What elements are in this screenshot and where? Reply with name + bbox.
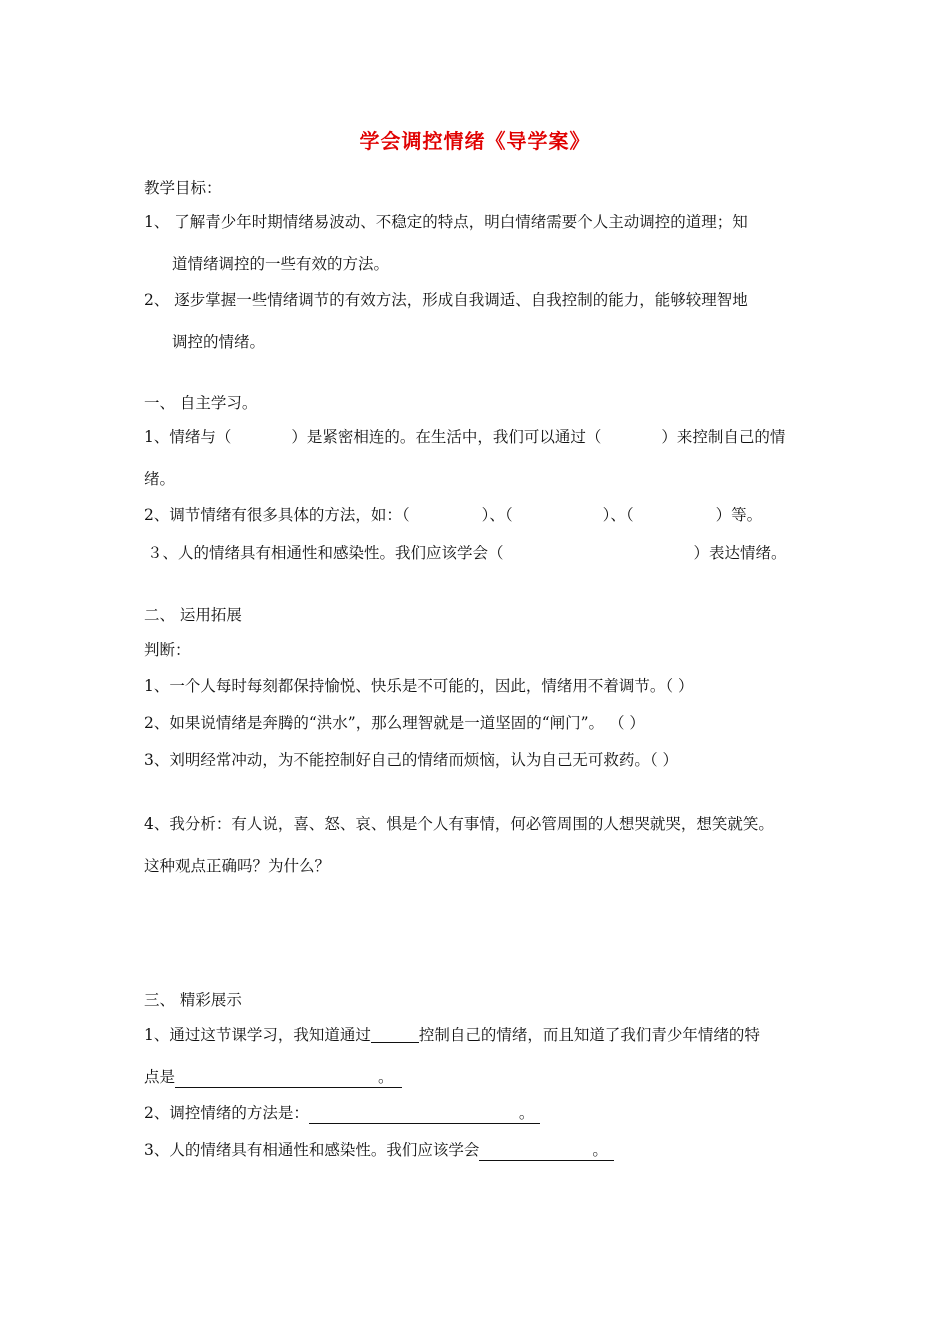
showcase-item-1-cont (144, 1067, 402, 1088)
objectives-heading: 教学目标： (144, 179, 222, 197)
s1-blank-1[interactable] (371, 1026, 419, 1043)
judge-heading: 判断： (144, 641, 191, 659)
s1-text-a: 1、通过这节课学习，我知道通过 (144, 1026, 371, 1044)
analysis-question-line-2: 这种观点正确吗？为什么？ (144, 857, 331, 875)
q2-text-a: 2、调节情绪有很多具体的方法，如：（ (144, 506, 410, 524)
self-study-question-1 (144, 427, 785, 447)
s2-blank[interactable]: 。 (309, 1103, 541, 1124)
showcase-item-1 (144, 1025, 760, 1045)
s1-blank-2[interactable]: 。 (175, 1067, 402, 1088)
judge-item-1: 1、一个人每时每刻都保持愉悦、快乐是不可能的，因此，情绪用不着调节。（ ） (144, 677, 694, 695)
section-3-heading: 三、 精彩展示 (144, 991, 242, 1009)
q1-text-b: ）是紧密相连的。在生活中，我们可以通过（ (291, 428, 602, 446)
s1-text-c: 点是 (144, 1068, 176, 1086)
analysis-question-line-1: 4、我分析：有人说，喜、怒、哀、惧是个人有事情，何必管周围的人想哭就哭，想笑就笑。 (144, 815, 774, 833)
showcase-item-2 (144, 1103, 540, 1124)
objective-1-line-2: 道情绪调控的一些有效的方法。 (172, 255, 390, 273)
objective-2-line-2: 调控的情绪。 (172, 333, 266, 351)
objective-1-line-1: 1、 了解青少年时期情绪易波动、不稳定的特点，明白情绪需要个人主动调控的道理；知 (144, 213, 748, 231)
self-study-question-1-cont: 绪。 (144, 470, 176, 488)
judge-item-3: 3、刘明经常冲动，为不能控制好自己的情绪而烦恼，认为自己无可救药。（ ） (144, 751, 679, 769)
q3-text-b: ）表达情绪。 (693, 544, 787, 562)
q3-text-a: ３、人的情绪具有相通性和感染性。我们应该学会（ (147, 544, 504, 562)
self-study-question-2 (144, 505, 762, 525)
s3-text-a: 3、人的情绪具有相通性和感染性。我们应该学会 (144, 1141, 480, 1159)
showcase-item-3 (144, 1140, 614, 1161)
q1-text-c: ）来控制自己的情 (661, 428, 786, 446)
document-title: 学会调控情绪《导学案》 (359, 129, 591, 153)
s1-text-b: 控制自己的情绪，而且知道了我们青少年情绪的特 (418, 1026, 760, 1044)
objective-2-line-1: 2、 逐步掌握一些情绪调节的有效方法，形成自我调适、自我控制的能力，能够较理智地 (144, 291, 748, 309)
s2-text-a: 2、调控情绪的方法是： (144, 1104, 309, 1122)
q2-text-c: ）、（ (602, 506, 634, 524)
q2-text-d: ）等。 (715, 506, 763, 524)
judge-item-2: 2、如果说情绪是奔腾的“洪水”，那么理智就是一道坚固的“闸门”。 （ ） (144, 714, 645, 732)
section-2-heading: 二、 运用拓展 (144, 606, 242, 624)
q1-text-a: 1、情绪与（ (144, 428, 232, 446)
section-1-heading: 一、 自主学习。 (144, 394, 258, 412)
s3-blank[interactable]: 。 (479, 1140, 614, 1161)
self-study-question-3 (147, 543, 787, 563)
q2-text-b: ）、（ (481, 506, 513, 524)
